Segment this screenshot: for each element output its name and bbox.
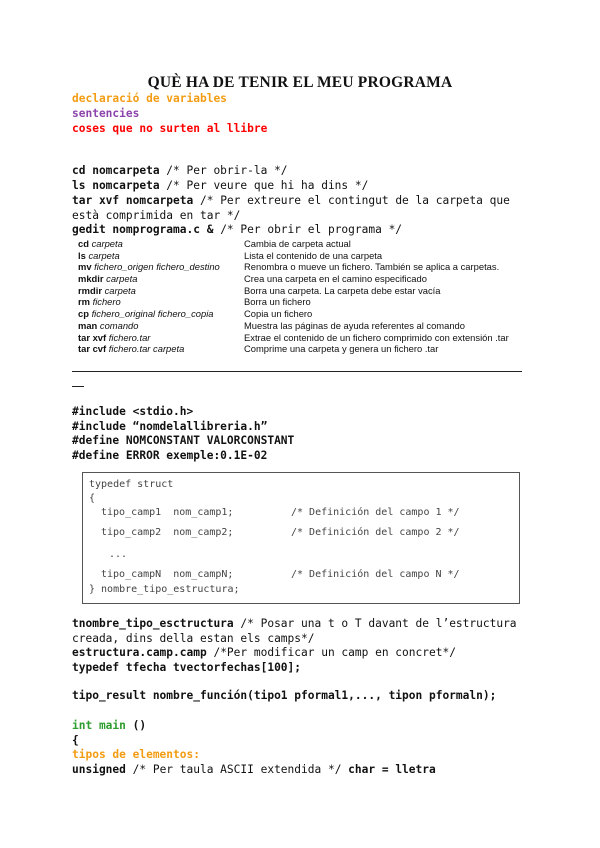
tar-comment: /* Per extreure el contingut de la carpeta que [193,194,510,207]
struct-field: tipo_camp2 nom_camp2; [101,527,234,538]
tipos-de-elementos: tipos de elementos: [72,748,200,761]
struct-line: } nombre_tipo_estructura; [89,584,240,595]
struct-field: tipo_camp1 nom_camp1; [101,507,234,518]
unsigned-keyword: unsigned [72,763,126,776]
horizontal-divider [72,371,522,372]
note-tnombre-code: tnombre_tipo_esctructura [72,617,234,630]
note-tnombre-continued: creada, dins della estan els camps*/ [72,632,315,645]
table-desc: Muestra las páginas de ayuda referentes al comando [244,319,465,331]
table-desc: Extrae el contenido de un fichero comprimido con extensión .tar [244,331,509,343]
table-arg: comando [99,319,139,331]
main-parens: () [125,719,147,732]
table-arg: fichero [92,296,121,308]
table-cmd: tar cvf [78,343,107,355]
legend-variables: declaració de variables [72,92,227,105]
table-cmd: tar xvf [78,331,107,343]
struct-ellipsis: ... [109,549,128,560]
table-cmd: mkdir [78,273,104,285]
struct-field-comment: /* Definición del campo 1 */ [291,507,460,518]
tar-comment-continued: està comprimida en tar */ [72,209,241,222]
table-arg: carpeta [104,284,136,296]
table-cmd: rmdir [78,284,102,296]
struct-line: typedef struct [89,479,174,490]
ls-command-line [72,179,368,193]
tar-command: tar xvf nomcarpeta [72,194,194,207]
table-arg: fichero_origen fichero_destino [94,261,220,273]
tar-command-line [72,194,510,208]
table-desc: Borra una carpeta. La carpeta debe estar vacía [244,284,441,296]
struct-field: tipo_campN nom_campN; [101,569,234,580]
page-title: QUÈ HA DE TENIR EL MEU PROGRAMA [147,74,453,91]
table-arg: fichero.tar carpeta [108,343,185,355]
table-desc: Cambia de carpeta actual [244,238,351,249]
char-declaration: char = lletra [348,763,436,776]
legend-not-in-book: coses que no surten al llibre [72,122,268,135]
horizontal-divider-short [72,386,84,387]
table-desc: Borra un fichero [244,296,311,308]
table-desc: Lista el contenido de una carpeta [244,249,383,261]
table-cmd: cp [78,308,89,320]
note-estructura [72,646,456,660]
table-arg: carpeta [88,249,120,261]
gedit-command-line [72,223,402,237]
cd-comment: /* Per obrir-la */ [159,164,288,177]
table-arg: carpeta [106,273,138,285]
table-cmd: mv [78,261,92,273]
unsigned-char-line [72,763,436,777]
table-desc: Comprime una carpeta y genera un fichero .tar [244,343,439,355]
include-stdio: #include <stdio.h> [72,405,194,418]
table-cmd: rm [78,296,90,308]
table-desc: Crea una carpeta en el camino especificado [244,273,427,285]
include-library: #include “nomdelallibreria.h” [72,420,268,433]
table-desc: Renombra o mueve un fichero. También se aplica a carpetas. [244,261,500,273]
table-cmd: cd [78,238,89,249]
cd-command-line [72,164,288,178]
note-tnombre-comment: /* Posar una t o T davant de l’estructura [233,617,517,630]
ls-command: ls nomcarpeta [72,179,160,192]
struct-field-comment: /* Definición del campo N */ [291,569,460,580]
int-main-keyword: int main [72,719,126,732]
struct-definition-box [82,472,520,604]
struct-field-comment: /* Definición del campo 2 */ [291,527,460,538]
ls-comment: /* Per veure que hi ha dins */ [159,179,369,192]
gedit-command: gedit nomprograma.c & [72,223,214,236]
gedit-comment: /* Per obrir el programa */ [213,223,403,236]
main-open-brace: { [72,734,79,747]
note-function-prototype: tipo_result nombre_función(tipo1 pformal1,..., tipon pformaln); [72,689,497,702]
table-cmd: man [78,319,98,331]
define-constant: #define NOMCONSTANT VALORCONSTANT [72,434,295,447]
note-estructura-code: estructura.camp.camp [72,646,207,659]
table-arg: fichero.tar [108,331,151,343]
define-error: #define ERROR exemple:0.1E-02 [72,449,268,462]
table-arg: carpeta [91,238,123,249]
note-estructura-comment: /*Per modificar un camp en concret*/ [206,646,456,659]
note-typedef: typedef tfecha tvectorfechas[100]; [72,661,302,674]
table-cmd: ls [78,249,86,261]
legend-sentences: sentencies [72,107,140,120]
note-tnombre [72,617,517,631]
main-signature [72,719,146,733]
table-arg: fichero_original fichero_copia [91,308,214,320]
table-desc: Copia un fichero [244,308,313,320]
cd-command: cd nomcarpeta [72,164,160,177]
unsigned-comment: /* Per taula ASCII extendida */ [125,763,349,776]
struct-line: { [89,493,96,504]
